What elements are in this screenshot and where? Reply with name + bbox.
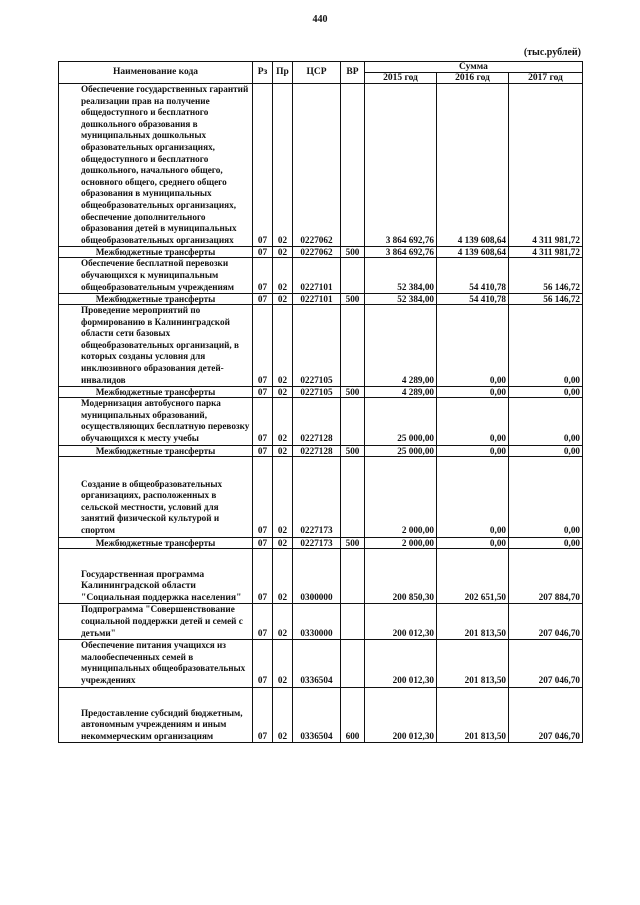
table-row [59,548,583,604]
row-name: Межбюджетные трансферты [59,294,253,305]
row-value-2016: 54 410,78 [437,258,509,294]
row-csr: 0227062 [293,84,341,247]
row-name: Предоставление субсидий бюджетным, автономным учреждениям и иным некоммерческим организациям [59,687,253,743]
table-row [59,387,583,398]
row-value-2017: 56 146,72 [509,294,583,305]
row-rz: 07 [253,398,273,445]
row-csr: 0227101 [293,294,341,305]
header-name: Наименование кода [59,62,253,84]
row-vr: 500 [341,445,365,456]
row-value-2016: 0,00 [437,537,509,548]
row-csr: 0227128 [293,398,341,445]
row-value-2016: 201 813,50 [437,640,509,687]
row-rz: 07 [253,687,273,743]
row-vr [341,258,365,294]
row-vr [341,305,365,387]
row-value-2015: 2 000,00 [365,537,437,548]
header-vr: ВР [341,62,365,84]
row-value-2016: 4 139 608,64 [437,247,509,258]
table-row [59,398,583,445]
row-value-2015: 2 000,00 [365,456,437,537]
header-year-2015: 2015 год [365,73,437,84]
table-row [59,247,583,258]
row-value-2015: 52 384,00 [365,258,437,294]
row-vr: 500 [341,387,365,398]
row-pr: 02 [273,456,293,537]
page-number: 440 [312,14,328,25]
row-csr: 0227173 [293,537,341,548]
row-value-2016: 0,00 [437,305,509,387]
table-row [59,258,583,294]
units-label: (тыс.рублей) [523,47,581,58]
row-vr: 500 [341,537,365,548]
row-vr [341,398,365,445]
row-value-2017: 0,00 [509,445,583,456]
row-csr: 0330000 [293,604,341,640]
row-rz: 07 [253,305,273,387]
row-value-2015: 3 864 692,76 [365,247,437,258]
header-sum: Сумма [365,62,583,73]
table-row [59,537,583,548]
row-value-2015: 4 289,00 [365,305,437,387]
row-csr: 0227105 [293,387,341,398]
row-value-2015: 200 850,30 [365,548,437,604]
row-value-2016: 0,00 [437,445,509,456]
row-name: Обеспечение бесплатной перевозки обучающихся к муниципальным общеобразовательным учреждениям [59,258,253,294]
row-pr: 02 [273,258,293,294]
row-name: Межбюджетные трансферты [59,387,253,398]
row-rz: 07 [253,84,273,247]
table-row [59,305,583,387]
row-value-2017: 0,00 [509,398,583,445]
row-value-2017: 207 046,70 [509,640,583,687]
row-rz: 07 [253,548,273,604]
row-name: Межбюджетные трансферты [59,445,253,456]
row-vr [341,548,365,604]
row-value-2016: 4 139 608,64 [437,84,509,247]
row-name: Обеспечение питания учащихся из малообеспеченных семей в муниципальных общеобразовательных учреждениях [59,640,253,687]
row-value-2015: 25 000,00 [365,398,437,445]
row-name: Обеспечение государственных гарантий реализации прав на получение общедоступного и бесплатного дошкольного образования в муниципальных дошкольных образовательных организациях, общедоступного и бесплатного дошкольного, начального общего, основного общего, среднего общего образования в муниципальных общеобразовательных организациях, обеспечение дополнительного образования детей в муниципальных общеобразовательных организациях [59,84,253,247]
row-value-2015: 200 012,30 [365,640,437,687]
row-pr: 02 [273,305,293,387]
row-rz: 07 [253,247,273,258]
row-pr: 02 [273,640,293,687]
row-value-2017: 4 311 981,72 [509,84,583,247]
row-value-2017: 207 046,70 [509,604,583,640]
table-row [59,456,583,537]
row-value-2016: 202 651,50 [437,548,509,604]
row-value-2016: 0,00 [437,456,509,537]
row-value-2016: 0,00 [437,398,509,445]
row-value-2017: 4 311 981,72 [509,247,583,258]
budget-table [58,61,583,743]
row-csr: 0227128 [293,445,341,456]
row-value-2016: 0,00 [437,387,509,398]
row-csr: 0336504 [293,687,341,743]
row-csr: 0336504 [293,640,341,687]
row-value-2015: 4 289,00 [365,387,437,398]
row-vr: 600 [341,687,365,743]
row-value-2016: 201 813,50 [437,604,509,640]
table-row [59,640,583,687]
row-vr: 500 [341,247,365,258]
row-rz: 07 [253,604,273,640]
row-rz: 07 [253,294,273,305]
row-rz: 07 [253,456,273,537]
row-pr: 02 [273,687,293,743]
row-value-2016: 201 813,50 [437,687,509,743]
row-name: Создание в общеобразовательных организациях, расположенных в сельской местности, условий для занятий физической культурой и спортом [59,456,253,537]
row-value-2017: 0,00 [509,537,583,548]
table-row [59,84,583,247]
row-vr [341,84,365,247]
table-row [59,294,583,305]
row-value-2015: 200 012,30 [365,687,437,743]
row-pr: 02 [273,398,293,445]
header-pr: Пр [273,62,293,84]
row-name: Государственная программа Калининградской области "Социальная поддержка населения" [59,548,253,604]
row-rz: 07 [253,258,273,294]
row-csr: 0227062 [293,247,341,258]
row-vr [341,604,365,640]
table-row [59,687,583,743]
row-vr [341,640,365,687]
row-name: Межбюджетные трансферты [59,537,253,548]
row-name: Модернизация автобусного парка муниципальных образований, осуществляющих бесплатную перевозку обучающихся к месту учебы [59,398,253,445]
table-row [59,445,583,456]
row-value-2016: 54 410,78 [437,294,509,305]
header-year-2017: 2017 год [509,73,583,84]
table-body [59,84,583,743]
row-rz: 07 [253,537,273,548]
row-rz: 07 [253,445,273,456]
row-rz: 07 [253,387,273,398]
header-year-2016: 2016 год [437,73,509,84]
row-name: Межбюджетные трансферты [59,247,253,258]
row-value-2017: 56 146,72 [509,258,583,294]
row-pr: 02 [273,387,293,398]
row-csr: 0227105 [293,305,341,387]
row-vr [341,456,365,537]
row-value-2015: 52 384,00 [365,294,437,305]
row-value-2017: 207 046,70 [509,687,583,743]
row-value-2017: 207 884,70 [509,548,583,604]
row-value-2017: 0,00 [509,456,583,537]
row-csr: 0227101 [293,258,341,294]
row-value-2015: 3 864 692,76 [365,84,437,247]
table-row [59,604,583,640]
row-csr: 0300000 [293,548,341,604]
row-pr: 02 [273,445,293,456]
row-name: Проведение мероприятий по формированию в Калининградской области сети базовых общеобразовательных организаций, в которых созданы условия для инклюзивного образования детей-инвалидов [59,305,253,387]
row-value-2015: 25 000,00 [365,445,437,456]
row-pr: 02 [273,247,293,258]
header-csr: ЦСР [293,62,341,84]
header-rz: Рз [253,62,273,84]
row-csr: 0227173 [293,456,341,537]
row-value-2015: 200 012,30 [365,604,437,640]
row-pr: 02 [273,294,293,305]
row-name: Подпрограмма "Совершенствование социальной поддержки детей и семей с детьми" [59,604,253,640]
row-pr: 02 [273,84,293,247]
row-value-2017: 0,00 [509,305,583,387]
row-vr: 500 [341,294,365,305]
row-pr: 02 [273,604,293,640]
row-value-2017: 0,00 [509,387,583,398]
row-pr: 02 [273,537,293,548]
row-rz: 07 [253,640,273,687]
row-pr: 02 [273,548,293,604]
